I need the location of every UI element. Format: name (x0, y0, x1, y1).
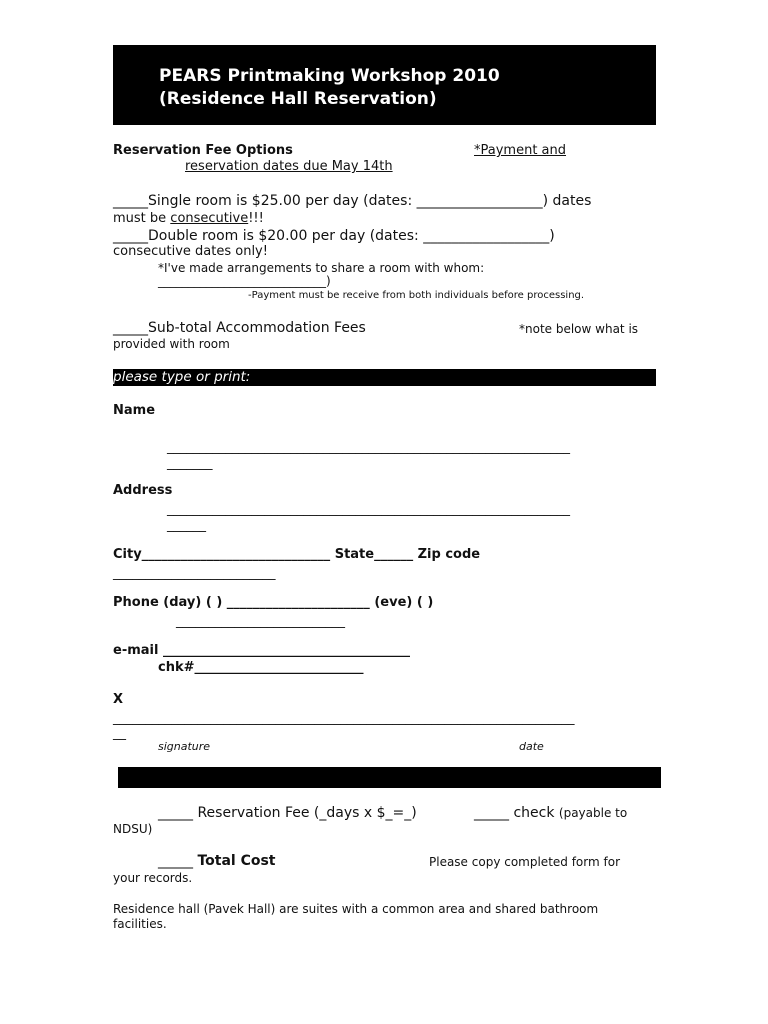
single-room-option: _____Single room is $25.00 per day (dates: __________________) dates (113, 193, 592, 209)
single-room-consecutive: must be consecutive!!! (113, 211, 264, 226)
type-or-print-label: please type or print: (113, 369, 251, 385)
name-line: ______________________________________________________________ (167, 440, 570, 455)
reservation-fee-line: _____ Reservation Fee (_days x $_=_) (158, 805, 417, 821)
check-number-line: chk#__________________________ (158, 660, 364, 675)
type-or-print-band (113, 369, 656, 386)
payment-due-note: *Payment and (474, 143, 567, 158)
zip-line: _________________________ (113, 566, 276, 581)
payment-both-note: -Payment must be receive from both individuals before processing. (248, 290, 585, 301)
share-room-line: ____________________________) (158, 274, 331, 288)
total-cost-line: _____ Total Cost (158, 853, 276, 869)
copy-form-note-cont: your records. (113, 871, 193, 885)
date-caption: date (519, 740, 544, 753)
double-room-option: _____Double room is $20.00 per day (dates: __________________) (113, 228, 555, 244)
residence-hall-note: Residence hall (Pavek Hall) are suites with a common area and shared bathroom (113, 902, 599, 916)
form-title-line2: (Residence Hall Reservation) (159, 89, 437, 109)
provided-note-cont: provided with room (113, 337, 230, 351)
header-banner (113, 45, 656, 125)
share-room-note: *I've made arrangements to share a room with whom: (158, 261, 485, 275)
city-state-zip-line: City_____________________________ State______ Zip code (113, 547, 481, 562)
double-room-consecutive: consecutive dates only! (113, 244, 268, 259)
office-use-band (118, 767, 661, 788)
phone-line: Phone (day) ( ) ______________________ (eve) ( ) (113, 595, 434, 610)
phone-line-cont: __________________________ (176, 614, 345, 629)
payment-due-note-cont: reservation dates due May 14th (185, 159, 393, 174)
address-label: Address (113, 483, 173, 498)
subtotal-fees: _____Sub-total Accommodation Fees (113, 320, 366, 336)
name-label: Name (113, 403, 156, 418)
signature-line: _______________________________________________________________________ (113, 711, 575, 726)
name-line-cont: _______ (167, 456, 213, 471)
address-line-cont: ______ (167, 518, 206, 533)
email-line: e-mail ______________________________________ (113, 643, 410, 658)
signature-caption: signature (158, 740, 211, 753)
signature-x: X (113, 692, 124, 707)
address-line: ______________________________________________________________ (167, 502, 570, 517)
copy-form-note: Please copy completed form for (429, 855, 621, 869)
fee-options-heading: Reservation Fee Options (113, 143, 293, 158)
signature-line-cont: __ (113, 726, 126, 741)
form-title-line1: PEARS Printmaking Workshop 2010 (159, 66, 500, 86)
residence-hall-note-cont: facilities. (113, 917, 167, 931)
provided-note: *note below what is (519, 322, 639, 336)
check-line: _____ check (payable to (474, 805, 628, 821)
check-payee: NDSU) (113, 822, 153, 836)
